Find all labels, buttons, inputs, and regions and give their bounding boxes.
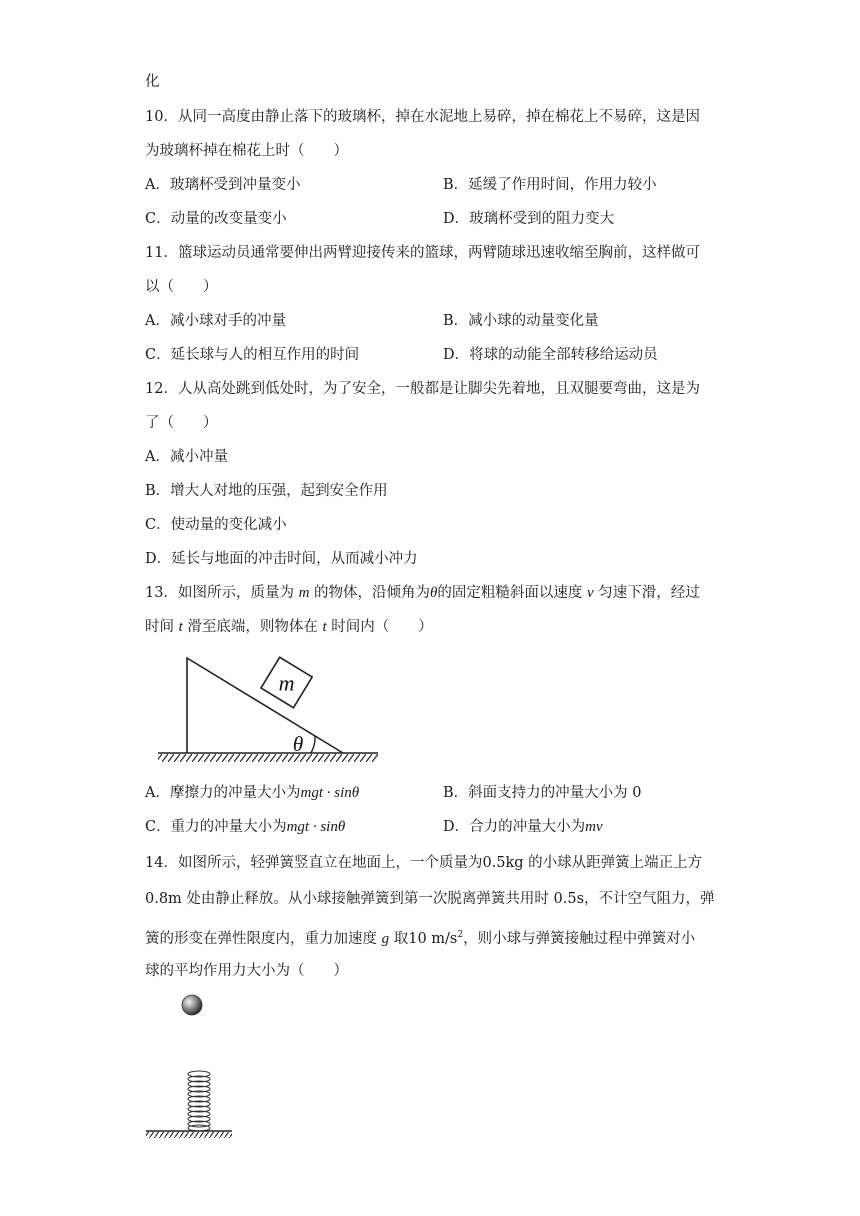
question-13-option-a: A．摩擦力的冲量大小为mgt · sinθ [145, 785, 360, 801]
question-12-option-a: A．减小冲量 [145, 449, 228, 465]
spring-ball-diagram [140, 990, 240, 1140]
question-11-option-b: B．减小球的动量变化量 [443, 313, 599, 329]
question-10-option-b: B．延缓了作用时间，作用力较小 [443, 177, 657, 193]
question-11-option-a: A．减小球对手的冲量 [145, 313, 286, 329]
question-10-option-c: C．动量的改变量变小 [145, 211, 287, 227]
question-14-stem-line-4: 球的平均作用力大小为（ ） [145, 963, 348, 979]
question-14-stem-line-2: 0.8m 处由静止释放。从小球接触弹簧到第一次脱离弹簧共用时 0.5s，不计空气阻力，弹 [145, 891, 715, 907]
question-10-option-d: D．玻璃杯受到的阻力变大 [443, 211, 615, 227]
question-11-stem-line-2: 以（ ） [145, 279, 218, 295]
question-14-stem-line-1: 14．如图所示，轻弹簧竖直立在地面上，一个质量为0.5kg 的小球从距弹簧上端正上方 [145, 855, 703, 871]
question-13-stem-line-2: 时间 t 滑至底端，则物体在 t 时间内（ ） [145, 619, 433, 635]
angle-theta-label: θ [292, 732, 304, 756]
question-12-stem-line-1: 12．人从高处跳到低处时，为了安全，一般都是让脚尖先着地，且双腿要弯曲，这是为 [145, 381, 700, 397]
ground-hatching [158, 754, 378, 762]
question-13-option-b: B．斜面支持力的冲量大小为 0 [443, 785, 642, 801]
question-14-stem-line-3: 簧的形变在弹性限度内，重力加速度 g 取10 $m/s^2$，则小球与弹簧接触过程中弹簧对小 [145, 930, 696, 947]
question-10-stem-line-1: 10．从同一高度由静止落下的玻璃杯，掉在水泥地上易碎，掉在棉花上不易碎，这是因 [145, 109, 700, 125]
block-mass-label: m [278, 670, 295, 696]
question-13-option-c: C．重力的冲量大小为mgt · sinθ [145, 819, 346, 835]
previous-question-fragment: 化 [145, 74, 160, 90]
question-12-option-c: C．使动量的变化减小 [145, 517, 287, 533]
spring-ground-hatching [146, 1132, 232, 1138]
question-12-option-d: D．延长与地面的冲击时间，从而减小冲力 [145, 551, 418, 567]
ball [182, 995, 202, 1015]
angle-arc [311, 736, 315, 753]
question-11-stem-line-1: 11．篮球运动员通常要伸出两臂迎接传来的篮球，两臂随球迅速收缩至胸前，这样做可 [145, 245, 700, 261]
incline-triangle [187, 658, 343, 753]
question-13-stem-line-1: 13．如图所示，质量为 m 的物体，沿倾角为θ的固定粗糙斜面以速度 v 匀速下滑，经过 [145, 585, 700, 601]
question-11-option-d: D．将球的动能全部转移给运动员 [443, 347, 658, 363]
block [261, 657, 312, 708]
spring [188, 1071, 210, 1131]
question-12-stem-line-2: 了（ ） [145, 415, 218, 431]
question-11-option-c: C．延长球与人的相互作用的时间 [145, 347, 360, 363]
question-12-option-b: B．增大人对地的压强，起到安全作用 [145, 483, 388, 499]
incline-diagram [150, 650, 385, 770]
question-10-stem-line-2: 为玻璃杯掉在棉花上时（ ） [145, 143, 348, 159]
question-13-option-d: D．合力的冲量大小为mv [443, 819, 603, 835]
question-10-option-a: A．玻璃杯受到冲量变小 [145, 177, 301, 193]
